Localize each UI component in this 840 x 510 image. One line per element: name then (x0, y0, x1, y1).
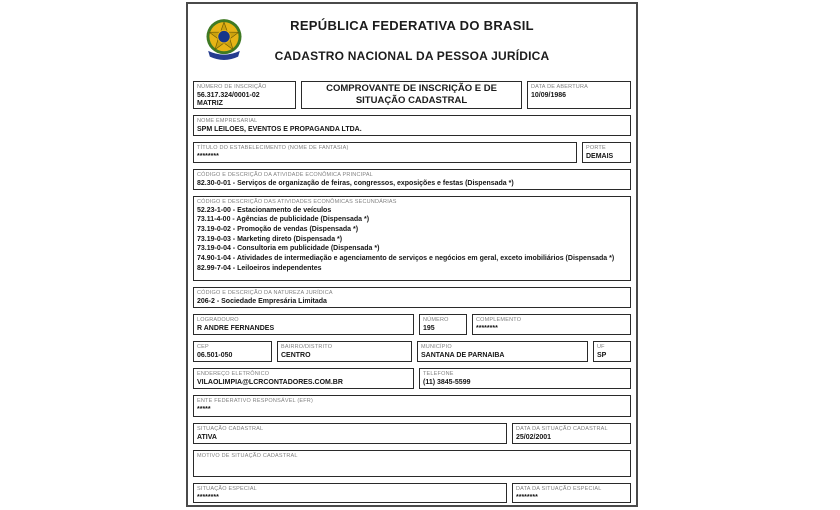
field-value: ******** (197, 493, 219, 501)
field-label: NÚMERO (423, 317, 449, 323)
field-data-situacao-especial (512, 483, 631, 503)
atividade-secundaria-item: 73.11-4-00 - Agências de publicidade (Dispensada *) (197, 216, 370, 224)
field-label: NOME EMPRESARIAL (197, 118, 258, 124)
field-label: MUNICÍPIO (421, 344, 452, 350)
field-natureza-juridica (193, 287, 631, 308)
field-label: SITUAÇÃO CADASTRAL (197, 426, 264, 432)
field-value: CENTRO (281, 351, 311, 359)
brazil-coat-of-arms-icon (196, 15, 252, 65)
field-value: DEMAIS (586, 152, 614, 160)
field-nome-empresarial (193, 115, 631, 136)
republic-title: REPÚBLICA FEDERATIVA DO BRASIL (290, 18, 534, 33)
cnpj-certificate-document (186, 2, 638, 507)
atividade-secundaria-item: 73.19-0-02 - Promoção de vendas (Dispensada *) (197, 225, 359, 233)
field-label: NÚMERO DE INSCRIÇÃO (197, 84, 267, 90)
field-value: (11) 3845-5599 (423, 378, 471, 386)
field-value: ***** (197, 405, 211, 413)
inscricao-tipo: MATRIZ (197, 100, 223, 108)
field-value: ******** (476, 324, 498, 332)
field-label: DATA DA SITUAÇÃO ESPECIAL (516, 486, 602, 492)
document-header (193, 4, 631, 75)
field-value: 195 (423, 324, 435, 332)
field-telefone (419, 368, 631, 389)
field-situacao-cadastral (193, 423, 507, 444)
field-municipio (417, 341, 588, 362)
field-complemento (472, 314, 631, 335)
field-value: SANTANA DE PARNAIBA (421, 351, 505, 359)
field-data-situacao-cadastral (512, 423, 631, 444)
field-cep (193, 341, 272, 362)
field-bairro (277, 341, 412, 362)
field-atividades-secundarias (193, 196, 631, 281)
field-label: COMPLEMENTO (476, 317, 522, 323)
field-endereco-eletronico (193, 368, 414, 389)
certificate-title: COMPROVANTE DE INSCRIÇÃO E DE SITUAÇÃO CADASTRAL (301, 81, 522, 109)
field-value: SP (597, 351, 607, 359)
field-value: ATIVA (197, 433, 217, 441)
field-value: SPM LEILOES, EVENTOS E PROPAGANDA LTDA. (197, 125, 362, 133)
field-label: CÓDIGO E DESCRIÇÃO DAS ATIVIDADES ECONÔMICAS SECUNDÁRIAS (197, 199, 397, 205)
registry-title: CADASTRO NACIONAL DA PESSOA JURÍDICA (274, 49, 550, 63)
field-label: TÍTULO DO ESTABELECIMENTO (NOME DE FANTASIA) (197, 145, 349, 151)
field-value: ******** (516, 493, 538, 501)
field-label: SITUAÇÃO ESPECIAL (197, 486, 257, 492)
field-label: ENDEREÇO ELETRÔNICO (197, 371, 270, 377)
field-value: 25/02/2001 (516, 433, 552, 441)
field-value: ******** (197, 152, 219, 160)
field-label: TELEFONE (423, 371, 454, 377)
field-value: 82.30-0-01 - Serviços de organização de feiras, congressos, exposições e festas (Dispensada *) (197, 179, 514, 187)
field-value: 10/09/1986 (531, 91, 567, 99)
atividade-secundaria-item: 52.23-1-00 - Estacionamento de veículos (197, 206, 332, 214)
field-value: VILAOLIMPIA@LCRCONTADORES.COM.BR (197, 378, 343, 386)
field-label: CÓDIGO E DESCRIÇÃO DA ATIVIDADE ECONÔMICA PRINCIPAL (197, 172, 373, 178)
field-value: R ANDRE FERNANDES (197, 324, 275, 332)
field-label: CEP (197, 344, 209, 350)
field-value: 206-2 - Sociedade Empresária Limitada (197, 297, 327, 305)
field-logradouro (193, 314, 414, 335)
field-situacao-especial (193, 483, 507, 503)
atividade-secundaria-item: 82.99-7-04 - Leiloeiros independentes (197, 264, 322, 272)
field-label: UF (597, 344, 605, 350)
field-label: LOGRADOURO (197, 317, 239, 323)
field-label: PORTE (586, 145, 606, 151)
field-label: MOTIVO DE SITUAÇÃO CADASTRAL (197, 453, 298, 459)
field-label: BAIRRO/DISTRITO (281, 344, 333, 350)
field-label: ENTE FEDERATIVO RESPONSÁVEL (EFR) (197, 398, 314, 404)
inscricao-number: 56.317.324/0001-02 (197, 91, 260, 99)
field-ente-federativo (193, 395, 631, 417)
field-label: CÓDIGO E DESCRIÇÃO DA NATUREZA JURÍDICA (197, 290, 333, 296)
field-nome-fantasia (193, 142, 577, 163)
field-uf (593, 341, 631, 362)
field-numero (419, 314, 467, 335)
atividade-secundaria-item: 74.90-1-04 - Atividades de intermediação e agenciamento de serviços e negócios em geral, exceto imobiliários (Dispensada *) (197, 254, 615, 262)
atividade-secundaria-item: 73.19-0-03 - Marketing direto (Dispensada *) (197, 235, 343, 243)
field-data-abertura (527, 81, 631, 109)
field-motivo-situacao (193, 450, 631, 477)
atividade-secundaria-item: 73.19-0-04 - Consultoria em publicidade (Dispensada *) (197, 245, 380, 253)
field-label: DATA DE ABERTURA (531, 84, 588, 90)
field-label: DATA DA SITUAÇÃO CADASTRAL (516, 426, 608, 432)
field-porte (582, 142, 631, 163)
field-numero-inscricao (193, 81, 296, 109)
field-atividade-principal (193, 169, 631, 190)
field-value: 06.501-050 (197, 351, 233, 359)
